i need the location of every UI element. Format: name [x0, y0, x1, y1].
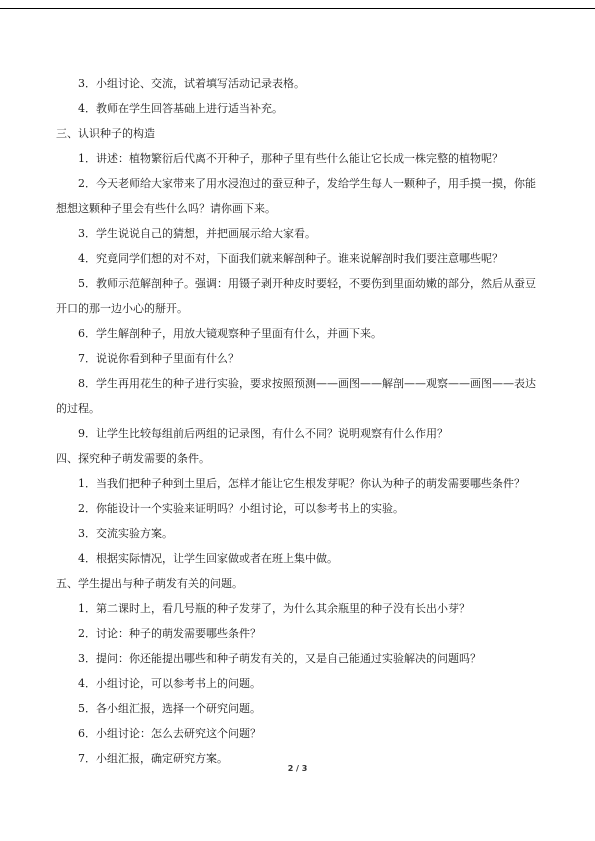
- header-rule: [0, 8, 595, 9]
- list-item: 1．讲述：植物繁衍后代离不开种子，那种子里有些什么能让它长成一株完整的植物呢？: [78, 152, 503, 165]
- list-item: 1．第二课时上，看几号瓶的种子发芽了，为什么其余瓶里的种子没有长出小芽？: [78, 602, 470, 615]
- list-item: 2．讨论：种子的萌发需要哪些条件？: [78, 627, 261, 640]
- list-item: 5．各小组汇报，选择一个研究问题。: [78, 702, 261, 715]
- list-item: 4．根据实际情况，让学生回家做或者在班上集中做。: [78, 552, 338, 565]
- list-item: 5．教师示范解剖种子。强调：用镊子剥开种皮时要轻，不要伤到里面幼嫩的部分，然后从蚕豆开口的那一边小心的掰开。: [56, 277, 536, 315]
- list-item: 8．学生再用花生的种子进行实验，要求按照预测——画图——解剖——观察——画图——表达的过程。: [56, 377, 536, 415]
- list-item: 3．学生说说自己的猜想，并把画展示给大家看。: [78, 227, 316, 240]
- list-item: 3．提问：你还能提出哪些和种子萌发有关的，又是自己能通过实验解决的问题吗？: [78, 652, 481, 665]
- list-item: 3．交流实验方案。: [78, 527, 173, 540]
- list-item: 2．你能设计一个实验来证明吗？小组讨论，可以参考书上的实验。: [78, 502, 404, 515]
- list-item: 4．究竟同学们想的对不对，下面我们就来解剖种子。谁来说解剖时我们要注意哪些呢？: [78, 252, 503, 265]
- section-heading: 三、认识种子的构造: [56, 127, 155, 140]
- page-number: 2 / 3: [287, 764, 308, 773]
- list-item: 1．当我们把种子种到土里后，怎样才能让它生根发芽呢？你认为种子的萌发需要哪些条件？: [78, 477, 525, 490]
- list-item: 7．说说你看到种子里面有什么？: [78, 352, 239, 365]
- list-item: 9．让学生比较每组前后两组的记录图，有什么不同？说明观察有什么作用？: [78, 427, 448, 440]
- list-item: 4．教师在学生回答基础上进行适当补充。: [78, 102, 283, 115]
- list-item: 4．小组讨论，可以参考书上的问题。: [78, 677, 261, 690]
- list-item: 6．学生解剖种子，用放大镜观察种子里面有什么，并画下来。: [78, 327, 382, 340]
- document-body: [56, 71, 536, 771]
- list-item: 3．小组讨论、交流，试着填写活动记录表格。: [78, 77, 305, 90]
- section-heading: 四、探究种子萌发需要的条件。: [56, 452, 210, 465]
- section-heading: 五、学生提出与种子萌发有关的问题。: [56, 577, 243, 590]
- list-item: 7．小组汇报，确定研究方案。: [78, 752, 228, 765]
- list-item: 2．今天老师给大家带来了用水浸泡过的蚕豆种子，发给学生每人一颗种子，用手摸一摸，你能想想这颗种子里会有些什么吗？请你画下来。: [56, 177, 536, 215]
- list-item: 6．小组讨论：怎么去研究这个问题？: [78, 727, 261, 740]
